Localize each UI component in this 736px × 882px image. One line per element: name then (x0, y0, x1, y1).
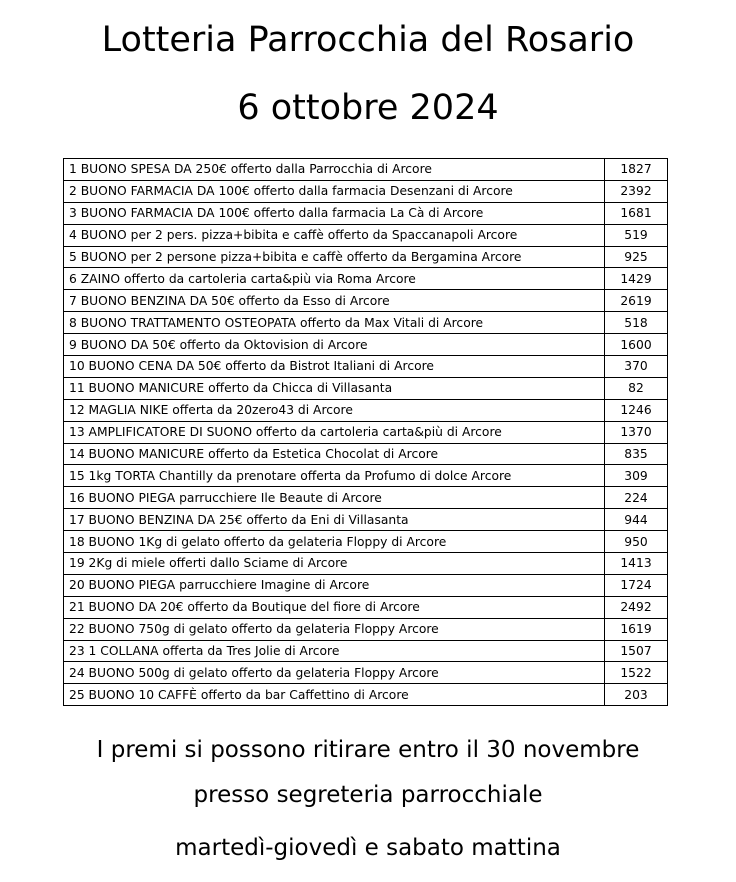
event-date: 6 ottobre 2024 (237, 88, 499, 128)
prize-description: 9 BUONO DA 50€ offerto da Oktovision di Arcore (64, 334, 605, 356)
winning-number: 1413 (605, 553, 668, 575)
table-row (64, 377, 668, 399)
winning-number: 1429 (605, 268, 668, 290)
table-row (64, 312, 668, 334)
prize-description: 7 BUONO BENZINA DA 50€ offerto da Esso di Arcore (64, 290, 605, 312)
winning-number: 944 (605, 509, 668, 531)
prize-description: 12 MAGLIA NIKE offerta da 20zero43 di Arcore (64, 399, 605, 421)
winning-number: 1246 (605, 399, 668, 421)
winning-number: 370 (605, 356, 668, 378)
table-row (64, 465, 668, 487)
prize-description: 18 BUONO 1Kg di gelato offerto da gelateria Floppy di Arcore (64, 531, 605, 553)
winning-number: 309 (605, 465, 668, 487)
prize-description: 23 1 COLLANA offerta da Tres Jolie di Arcore (64, 640, 605, 662)
prize-description: 4 BUONO per 2 pers. pizza+bibita e caffè offerto da Spaccanapoli Arcore (64, 224, 605, 246)
table-row (64, 399, 668, 421)
prize-description: 5 BUONO per 2 persone pizza+bibita e caffè offerto da Bergamina Arcore (64, 246, 605, 268)
prize-description: 15 1kg TORTA Chantilly da prenotare offerta da Profumo di dolce Arcore (64, 465, 605, 487)
prize-description: 3 BUONO FARMACIA DA 100€ offerto dalla farmacia La Cà di Arcore (64, 202, 605, 224)
prize-description: 22 BUONO 750g di gelato offerto da gelateria Floppy Arcore (64, 618, 605, 640)
prize-description: 10 BUONO CENA DA 50€ offerto da Bistrot Italiani di Arcore (64, 356, 605, 378)
prize-description: 6 ZAINO offerto da cartoleria carta&più via Roma Arcore (64, 268, 605, 290)
winning-number: 1724 (605, 574, 668, 596)
table-row (64, 596, 668, 618)
winning-number: 925 (605, 246, 668, 268)
pickup-days-text: martedì-giovedì e sabato mattina (175, 835, 561, 861)
winning-number: 1827 (605, 159, 668, 181)
prize-description: 2 BUONO FARMACIA DA 100€ offerto dalla farmacia Desenzani di Arcore (64, 180, 605, 202)
winning-number: 1507 (605, 640, 668, 662)
winning-number: 2492 (605, 596, 668, 618)
winning-number: 950 (605, 531, 668, 553)
table-row (64, 487, 668, 509)
prize-description: 8 BUONO TRATTAMENTO OSTEOPATA offerto da Max Vitali di Arcore (64, 312, 605, 334)
table-row (64, 202, 668, 224)
table-row (64, 443, 668, 465)
table-row (64, 640, 668, 662)
table-row (64, 246, 668, 268)
winning-number: 2619 (605, 290, 668, 312)
winning-number: 519 (605, 224, 668, 246)
table-row (64, 180, 668, 202)
table-row (64, 224, 668, 246)
prize-description: 24 BUONO 500g di gelato offerto da gelateria Floppy Arcore (64, 662, 605, 684)
prize-description: 16 BUONO PIEGA parrucchiere Ile Beaute di Arcore (64, 487, 605, 509)
prize-description: 25 BUONO 10 CAFFÈ offerto da bar Caffettino di Arcore (64, 684, 605, 706)
prize-description: 1 BUONO SPESA DA 250€ offerto dalla Parrocchia di Arcore (64, 159, 605, 181)
prize-description: 11 BUONO MANICURE offerto da Chicca di Villasanta (64, 377, 605, 399)
prize-table-body (64, 159, 668, 706)
winning-number: 82 (605, 377, 668, 399)
winning-number: 835 (605, 443, 668, 465)
table-row (64, 509, 668, 531)
table-row (64, 159, 668, 181)
winning-number: 2392 (605, 180, 668, 202)
table-row (64, 618, 668, 640)
pickup-location-text: presso segreteria parrocchiale (193, 782, 543, 808)
prize-table (63, 158, 668, 706)
table-row (64, 356, 668, 378)
winning-number: 1681 (605, 202, 668, 224)
winning-number: 203 (605, 684, 668, 706)
table-row (64, 421, 668, 443)
prize-description: 17 BUONO BENZINA DA 25€ offerto da Eni di Villasanta (64, 509, 605, 531)
page-title: Lotteria Parrocchia del Rosario (101, 20, 635, 60)
winning-number: 1600 (605, 334, 668, 356)
table-row (64, 553, 668, 575)
winning-number: 1370 (605, 421, 668, 443)
winning-number: 224 (605, 487, 668, 509)
winning-number: 1522 (605, 662, 668, 684)
table-row (64, 574, 668, 596)
prize-description: 21 BUONO DA 20€ offerto da Boutique del fiore di Arcore (64, 596, 605, 618)
prize-description: 20 BUONO PIEGA parrucchiere Imagine di Arcore (64, 574, 605, 596)
prize-description: 19 2Kg di miele offerti dallo Sciame di Arcore (64, 553, 605, 575)
table-row (64, 268, 668, 290)
table-row (64, 662, 668, 684)
prize-description: 14 BUONO MANICURE offerto da Estetica Chocolat di Arcore (64, 443, 605, 465)
table-row (64, 334, 668, 356)
prize-description: 13 AMPLIFICATORE DI SUONO offerto da cartoleria carta&più di Arcore (64, 421, 605, 443)
winning-number: 518 (605, 312, 668, 334)
table-row (64, 290, 668, 312)
pickup-deadline-text: I premi si possono ritirare entro il 30 novembre (96, 737, 640, 763)
winning-number: 1619 (605, 618, 668, 640)
table-row (64, 531, 668, 553)
table-row (64, 684, 668, 706)
